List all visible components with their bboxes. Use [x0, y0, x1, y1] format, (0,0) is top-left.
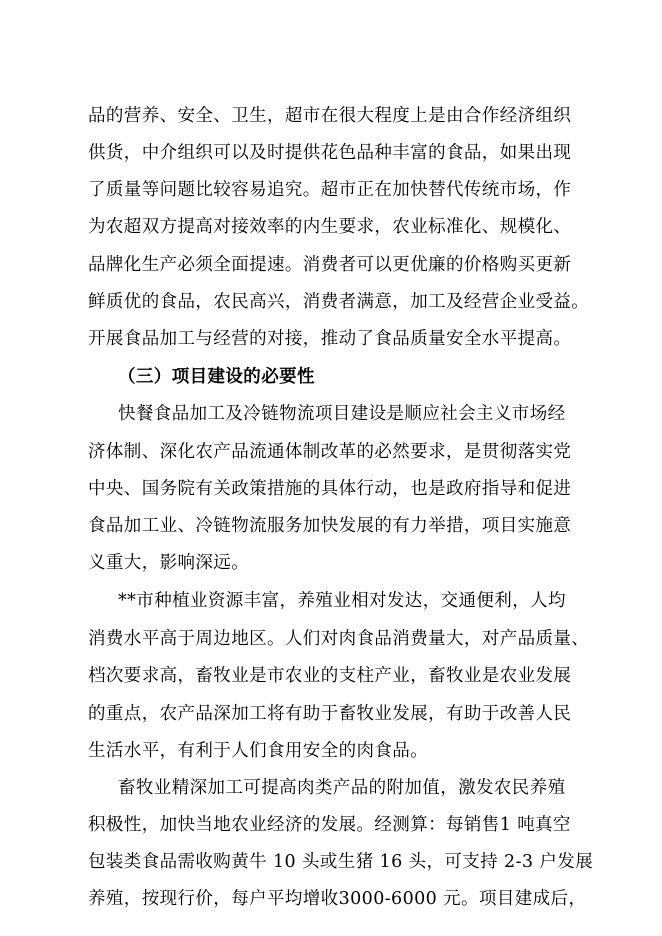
- paragraph-line: 档次要求高，畜牧业是市农业的支柱产业，畜牧业是农业发展: [88, 666, 572, 686]
- paragraph-line: 品的营养、安全、卫生，超市在很大程度上是由合作经济组织: [88, 106, 572, 126]
- paragraph-line: 包装类食品需收购黄牛 10 头或生猪 16 头，可支持 2-3 户发展: [88, 852, 594, 872]
- paragraph-line: 消费水平高于周边地区。人们对肉食品消费量大，对产品质量、: [88, 629, 590, 649]
- paragraph-line: 中央、国务院有关政策措施的具体行动，也是政府指导和促进: [88, 479, 572, 499]
- paragraph-line: 为农超双方提高对接效率的内生要求，农业标准化、规模化、: [88, 217, 572, 237]
- paragraph-line: 开展食品加工与经营的对接，推动了食品质量安全水平提高。: [88, 329, 572, 349]
- paragraph-line: 品牌化生产必须全面提速。消费者可以更优廉的价格购买更新: [88, 255, 572, 275]
- paragraph-line: 了质量等问题比较容易追究。超市正在加快替代传统市场，作: [88, 180, 572, 200]
- paragraph-line: 养殖，按现行价，每户平均增收3000-6000 元。项目建成后，: [88, 889, 587, 909]
- paragraph-line: 义重大，影响深远。: [88, 553, 250, 573]
- paragraph-line: 济体制、深化农产品流通体制改革的必然要求，是贯彻落实党: [88, 442, 572, 462]
- paragraph-line: 生活水平，有利于人们食用安全的肉食品。: [88, 741, 429, 761]
- paragraph-line: 鲜质优的食品，农民高兴，消费者满意，加工及经营企业受益。: [88, 292, 590, 312]
- paragraph-line: 食品加工业、冷链物流服务加快发展的有力举措，项目实施意: [88, 516, 572, 536]
- paragraph-line: 畜牧业精深加工可提高肉类产品的附加值，激发农民养殖: [118, 778, 566, 798]
- section-heading: （三）项目建设的必要性: [118, 367, 315, 387]
- paragraph-line: **市种植业资源丰富，养殖业相对发达，交通便利，人均: [118, 591, 566, 611]
- paragraph-line: 快餐食品加工及冷链物流项目建设是顺应社会主义市场经: [118, 404, 566, 424]
- paragraph-line: 供货，中介组织可以及时提供花色品种丰富的食品，如果出现: [88, 143, 572, 163]
- paragraph-line: 的重点，农产品深加工将有助于畜牧业发展，有助于改善人民: [88, 704, 572, 724]
- paragraph-line: 积极性，加快当地农业经济的发展。经测算：每销售1 吨真空: [88, 815, 571, 835]
